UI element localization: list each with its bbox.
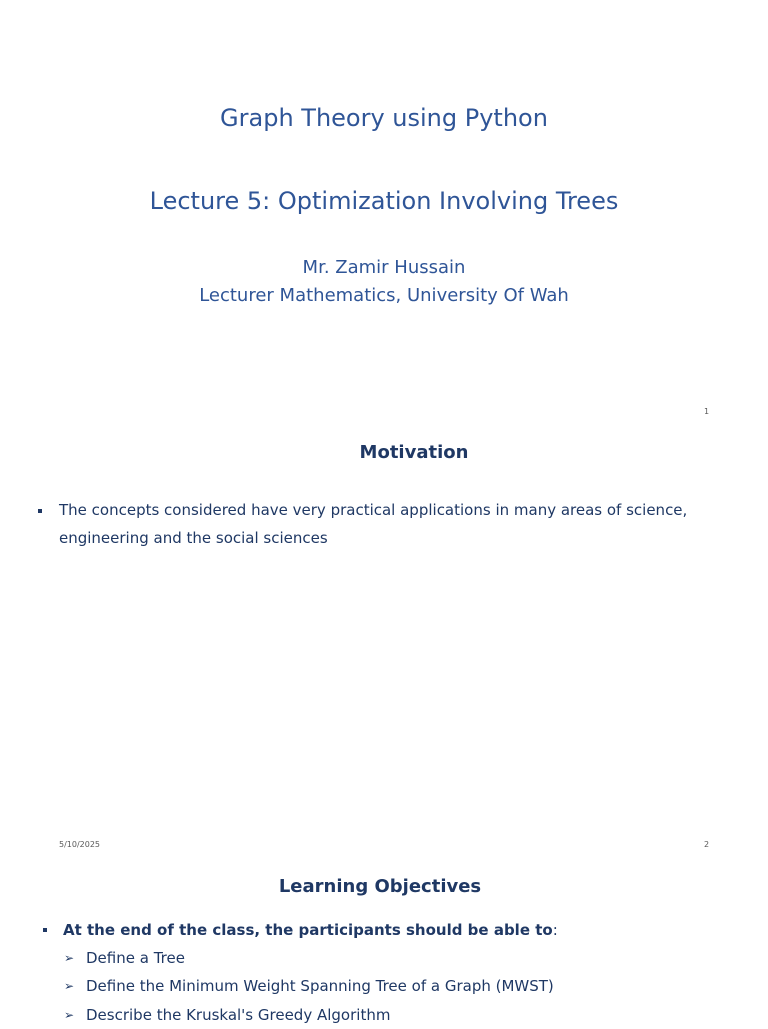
objective-item: Define a Tree (86, 949, 185, 967)
slide-3 (0, 866, 768, 1024)
slide-heading: Learning Objectives (278, 876, 482, 897)
arrow-bullet-icon: ➢ (64, 979, 75, 993)
bullet-icon (38, 509, 42, 513)
page-number: 1 (704, 407, 710, 416)
bullet-icon (43, 928, 47, 932)
objective-item: Describe the Kruskal's Greedy Algorithm (86, 1006, 391, 1024)
arrow-bullet-icon: ➢ (64, 1008, 75, 1022)
slide-2 (0, 433, 768, 866)
objectives-intro-bold: At the end of the class, the participants should be able to (63, 921, 553, 939)
arrow-bullet-icon: ➢ (64, 951, 75, 965)
presentation-title: Graph Theory using Python (220, 104, 548, 132)
slide-heading: Motivation (359, 442, 469, 463)
objectives-intro-colon: : (552, 921, 558, 939)
bullet-text-line-1: The concepts considered have very practical applications in many areas of science, (59, 501, 688, 519)
slide-1 (0, 0, 768, 433)
bullet-text-line-2: engineering and the social sciences (59, 529, 328, 547)
author-affiliation: Lecturer Mathematics, University Of Wah (199, 285, 569, 306)
page-number: 2 (704, 840, 710, 849)
objective-item: Define the Minimum Weight Spanning Tree of a Graph (MWST) (86, 977, 554, 995)
lecture-title: Lecture 5: Optimization Involving Trees (149, 187, 619, 215)
author-name: Mr. Zamir Hussain (302, 257, 466, 278)
slide-date: 5/10/2025 (59, 840, 101, 849)
objectives-intro (63, 916, 558, 944)
